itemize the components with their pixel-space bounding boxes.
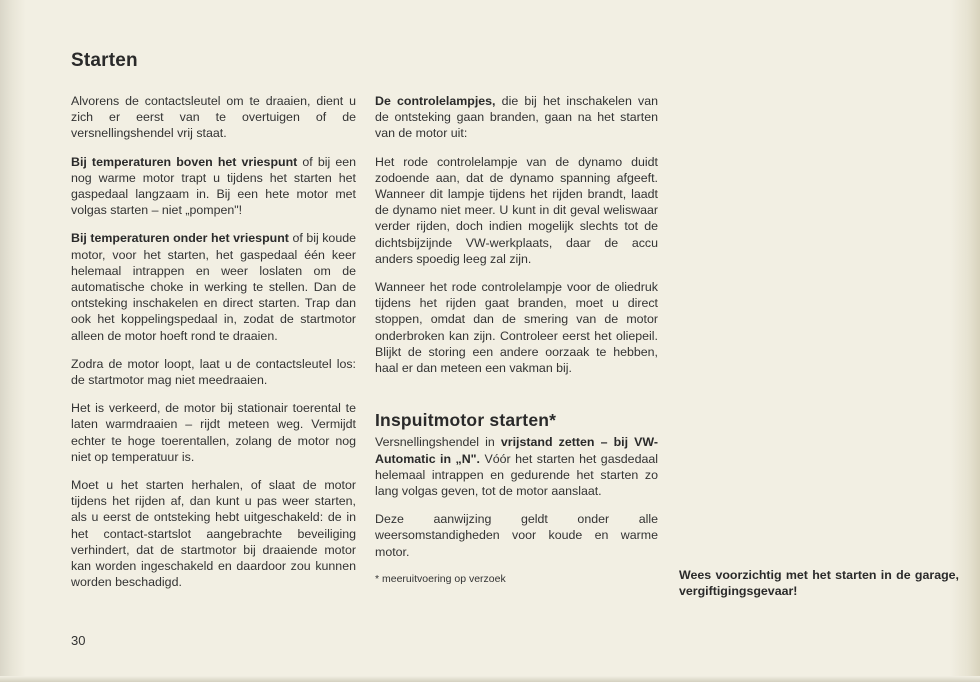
release-key-paragraph: Zodra de motor loopt, laat u de contactsleutel los: de startmotor mag niet meedraaien. xyxy=(71,356,356,388)
intro-paragraph: Alvorens de contactsleutel om te draaien, dient u zich er eerst van te overtuigen of de versnellingshendel vrij staat. xyxy=(71,94,356,141)
left-column xyxy=(71,93,356,602)
footnote: * meeruitvoering op verzoek xyxy=(375,572,506,585)
injection-paragraph xyxy=(375,434,658,499)
weather-paragraph: Deze aanwijzing geldt onder alle weersomstandigheden voor koude en warme motor. xyxy=(375,512,658,559)
middle-column xyxy=(375,93,658,586)
injection-pre: Versnellingshendel in xyxy=(375,435,501,450)
warning-lights-paragraph xyxy=(375,93,658,142)
page-number: 30 xyxy=(71,633,86,648)
warm-engine-heading: Bij temperaturen boven het vriespunt xyxy=(71,154,298,169)
warning-lights-heading: De controlelampjes, xyxy=(375,94,496,108)
warning-lights-text: die bij het inschakelen van de ontsteking gaan branden, gaan na het starten van de motor uit: xyxy=(375,94,658,141)
injection-bold: vrijstand zetten – bij VW-Automatic in „N". xyxy=(375,435,658,466)
oil-lamp-paragraph: Wanneer het rode controlelampje voor de oliedruk tijdens het rijden gaat branden, moet u direct stoppen, omdat dan de smering van de motor onderbroken kan zijn. Controleer eerst het oliepeil. Blijkt de storing een andere oorzaak te hebben, haal er dan meteen een vakman bij. xyxy=(375,280,658,376)
garage-warning: Wees voorzichtig met het starten in de garage, vergiftigingsgevaar! xyxy=(679,568,959,598)
warm-engine-text: of bij een nog warme motor trapt u tijdens het starten het gaspedaal langzaam in. Bij een hete motor met volgas starten – niet „pompen"! xyxy=(71,154,356,218)
section-title: Inspuitmotor starten* xyxy=(375,410,557,431)
cold-engine-heading: Bij temperaturen onder het vriespunt xyxy=(71,231,289,246)
page-title: Starten xyxy=(71,50,138,71)
page-edge-left xyxy=(0,0,26,682)
restart-paragraph: Moet u het starten herhalen, of slaat de motor tijdens het rijden af, dan kunt u pas weer starten, als u eerst de ontsteking hebt uitgeschakeld: de in het contact-startslot aangebrachte beveiliging verhindert, dat de startmotor bij draaiende motor kan worden ingeschakeld en daardoor zou kunnen worden beschadigd. xyxy=(71,478,356,590)
warm-engine-paragraph xyxy=(71,154,356,219)
injection-text: Vóór het starten het gasdedaal helemaal intrappen en gedurende het starten zo lang volgas geven, tot de motor aanslaat. xyxy=(375,451,658,499)
cold-engine-text: of bij koude motor, voor het starten, het gaspedaal één keer helemaal intrappen en weer loslaten om de automatische choke in werking te stellen. Dan de ontsteking inschakelen en direct starten. Trap dan ook het koppelingspedaal in, zodat de startmotor alleen de motor hoeft rond te draaien. xyxy=(71,231,357,343)
cold-engine-paragraph xyxy=(71,230,356,343)
dynamo-lamp-paragraph: Het rode controlelampje van de dynamo duidt zodoende aan, dat de dynamo spanning afgeeft. Wanneer dit lampje tijdens het rijden brandt, laadt de dynamo niet meer. U kunt in dit geval weliswaar verder rijden, doch indien mogelijk slechts tot de dichtsbijzijnde VW-werkplaats, daar de accu anders spoedig leeg zal zijn. xyxy=(375,154,658,266)
warmup-paragraph: Het is verkeerd, de motor bij stationair toerental te laten warmdraaien – rijdt meteen weg. Vermijdt echter te hoge toerentallen, zolang de motor nog niet op temperatuur is. xyxy=(71,401,356,464)
page-edge-bottom xyxy=(0,676,980,682)
